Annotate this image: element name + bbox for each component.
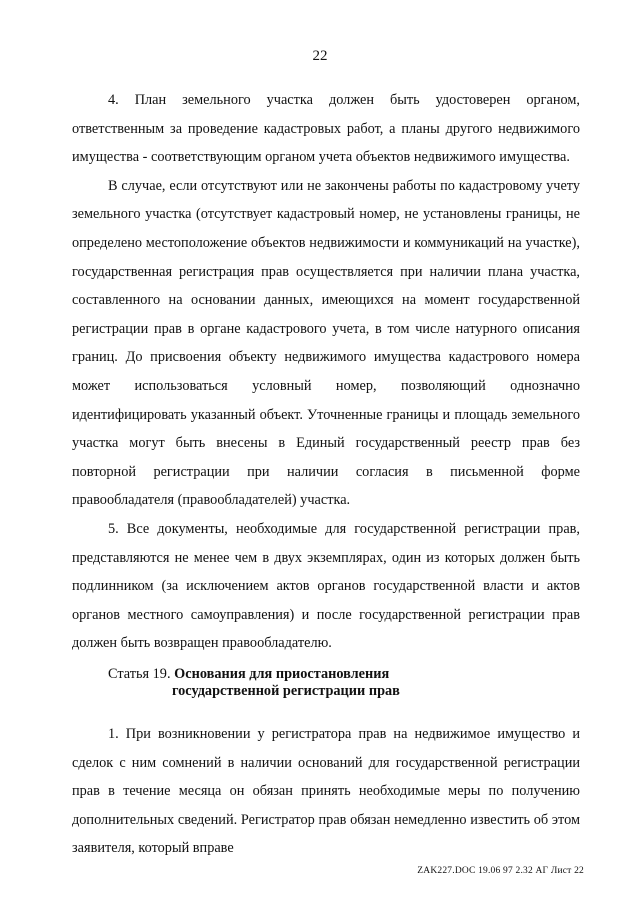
article-body — [72, 720, 580, 863]
article-number: Статья 19. — [108, 666, 171, 682]
paragraph-registrar: 1. При возникновении у регистратора прав на недвижимое имущество и сделок с ним сомнений в наличии оснований для государственной регистрации прав в течение месяца он обязан принять необходимые меры по получению дополнительных сведений. Регистратор прав обязан немедленно известить об этом заявителя, который вправе — [72, 726, 580, 857]
body-text — [72, 86, 580, 658]
paragraph-documents: 5. Все документы, необходимые для государственной регистрации прав, представляются не менее чем в двух экземплярах, один из которых должен быть подлинником (за исключением актов органов государственной власти и актов органов местного самоуправления) и после государственной регистрации прав должен быть возвращен правообладателю. — [72, 520, 580, 652]
document-footer: ZAK227.DOC 19.06 97 2.32 АГ Лист 22 — [417, 866, 584, 876]
paragraph-plan: 4. План земельного участка должен быть удостоверен органом, ответственным за проведение кадастровых работ, а планы другого недвижимого имущества - соответствующим органом учета объектов недвижимого имущества. — [72, 92, 580, 166]
article-title-line1: Основания для приостановления — [174, 666, 390, 682]
article-title-line2: государственной регистрации прав — [172, 683, 400, 699]
page-number: 22 — [312, 48, 328, 64]
paragraph-cadastral: В случае, если отсутствуют или не закончены работы по кадастровому учету земельного участка (отсутствует кадастровый номер, не установлены границы, не определено местоположение объектов недвижимости и коммуникаций на участке), государственная регистрация прав осуществляется при наличии плана участка, составленного на основании данных, имеющихся на момент государственной регистрации прав в органе кадастрового учета, в том числе натурного описания границ. До присвоения объекту недвижимого имущества кадастрового номера может использоваться условный номер, позволяющий однозначно идентифицировать указанный объект. Уточненные границы и площадь земельного участка могут быть внесены в Единый государственный реестр прав без повторной регистрации при наличии согласия в письменной форме правообладателя (правообладателей) участка. — [72, 177, 580, 509]
article-heading — [108, 666, 588, 700]
